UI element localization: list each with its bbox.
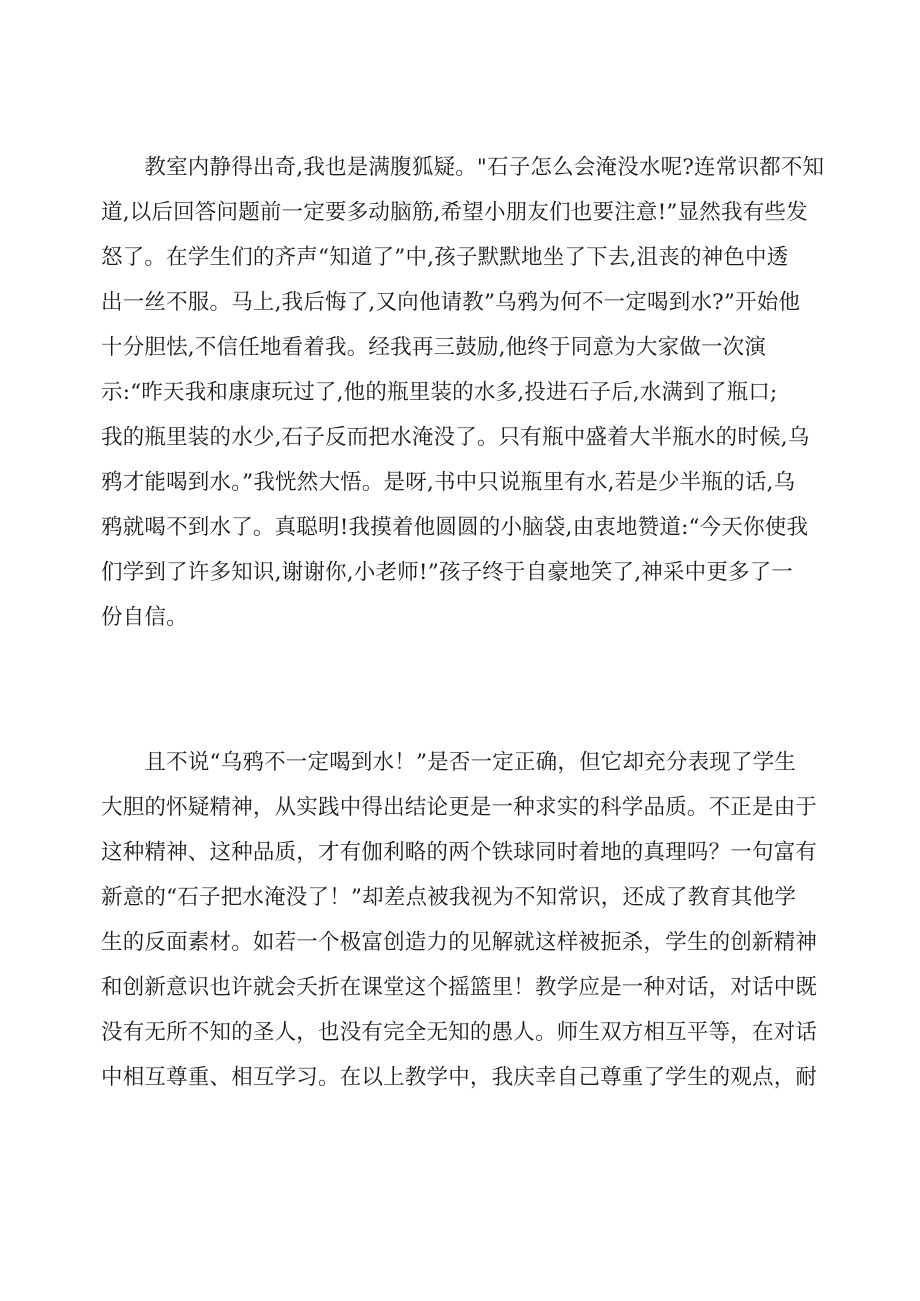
text-line: 们学到了许多知识,谢谢你,小老师!”孩子终于自豪地笑了,神采中更多了一 [101, 560, 794, 585]
paragraph-2 [101, 740, 831, 1100]
text-line: 新意的“石子把水淹没了！”却差点被我视为不知常识，还成了教育其他学 [101, 885, 797, 910]
text-line: 没有无所不知的圣人，也没有完全无知的愚人。师生双方相互平等，在对话 [101, 1020, 818, 1045]
text-line: 出一丝不服。马上,我后悔了,又向他请教”乌鸦为何不一定喝到水?”开始他 [101, 290, 801, 315]
text-line: 教室内静得出奇,我也是满腹狐疑。"石子怎么会淹没水呢?连常识都不知 [101, 155, 825, 180]
text-line: 我的瓶里装的水少,石子反而把水淹没了。只有瓶中盛着大半瓶水的时候,乌 [101, 425, 810, 450]
text-line: 鸦才能喝到水。”我恍然大悟。是呀,书中只说瓶里有水,若是少半瓶的话,乌 [101, 470, 796, 495]
text-line: 道,以后回答问题前一定要多动脑筋,希望小朋友们也要注意!”显然我有些发 [101, 200, 808, 225]
text-line: 十分胆怯,不信任地看着我。经我再三鼓励,他终于同意为大家做一次演 [101, 335, 767, 360]
text-line: 且不说“乌鸦不一定喝到水！”是否一定正确，但它却充分表现了学生 [101, 750, 797, 775]
text-line: 鸦就喝不到水了。真聪明!我摸着他圆圆的小脑袋,由衷地赞道:“今天你使我 [101, 515, 809, 540]
text-line: 生的反面素材。如若一个极富创造力的见解就这样被扼杀，学生的创新精神 [101, 930, 818, 955]
text-line: 和创新意识也许就会夭折在课堂这个摇篮里！教学应是一种对话，对话中既 [101, 975, 818, 1000]
paragraph-1 [101, 145, 831, 640]
text-line: 大胆的怀疑精神，从实践中得出结论更是一种求实的科学品质。不正是由于 [101, 795, 818, 820]
text-line: 示:“昨天我和康康玩过了,他的瓶里装的水多,投进石子后,水满到了瓶口; [101, 380, 778, 405]
text-line: 份自信。 [101, 605, 188, 630]
text-line: 怒了。在学生们的齐声“知道了”中,孩子默默地坐了下去,沮丧的神色中透 [101, 245, 789, 270]
text-line: 这种精神、这种品质，才有伽利略的两个铁球同时着地的真理吗？一句富有 [101, 840, 818, 865]
text-line: 中相互尊重、相互学习。在以上教学中，我庆幸自己尊重了学生的观点，耐 [101, 1065, 818, 1090]
